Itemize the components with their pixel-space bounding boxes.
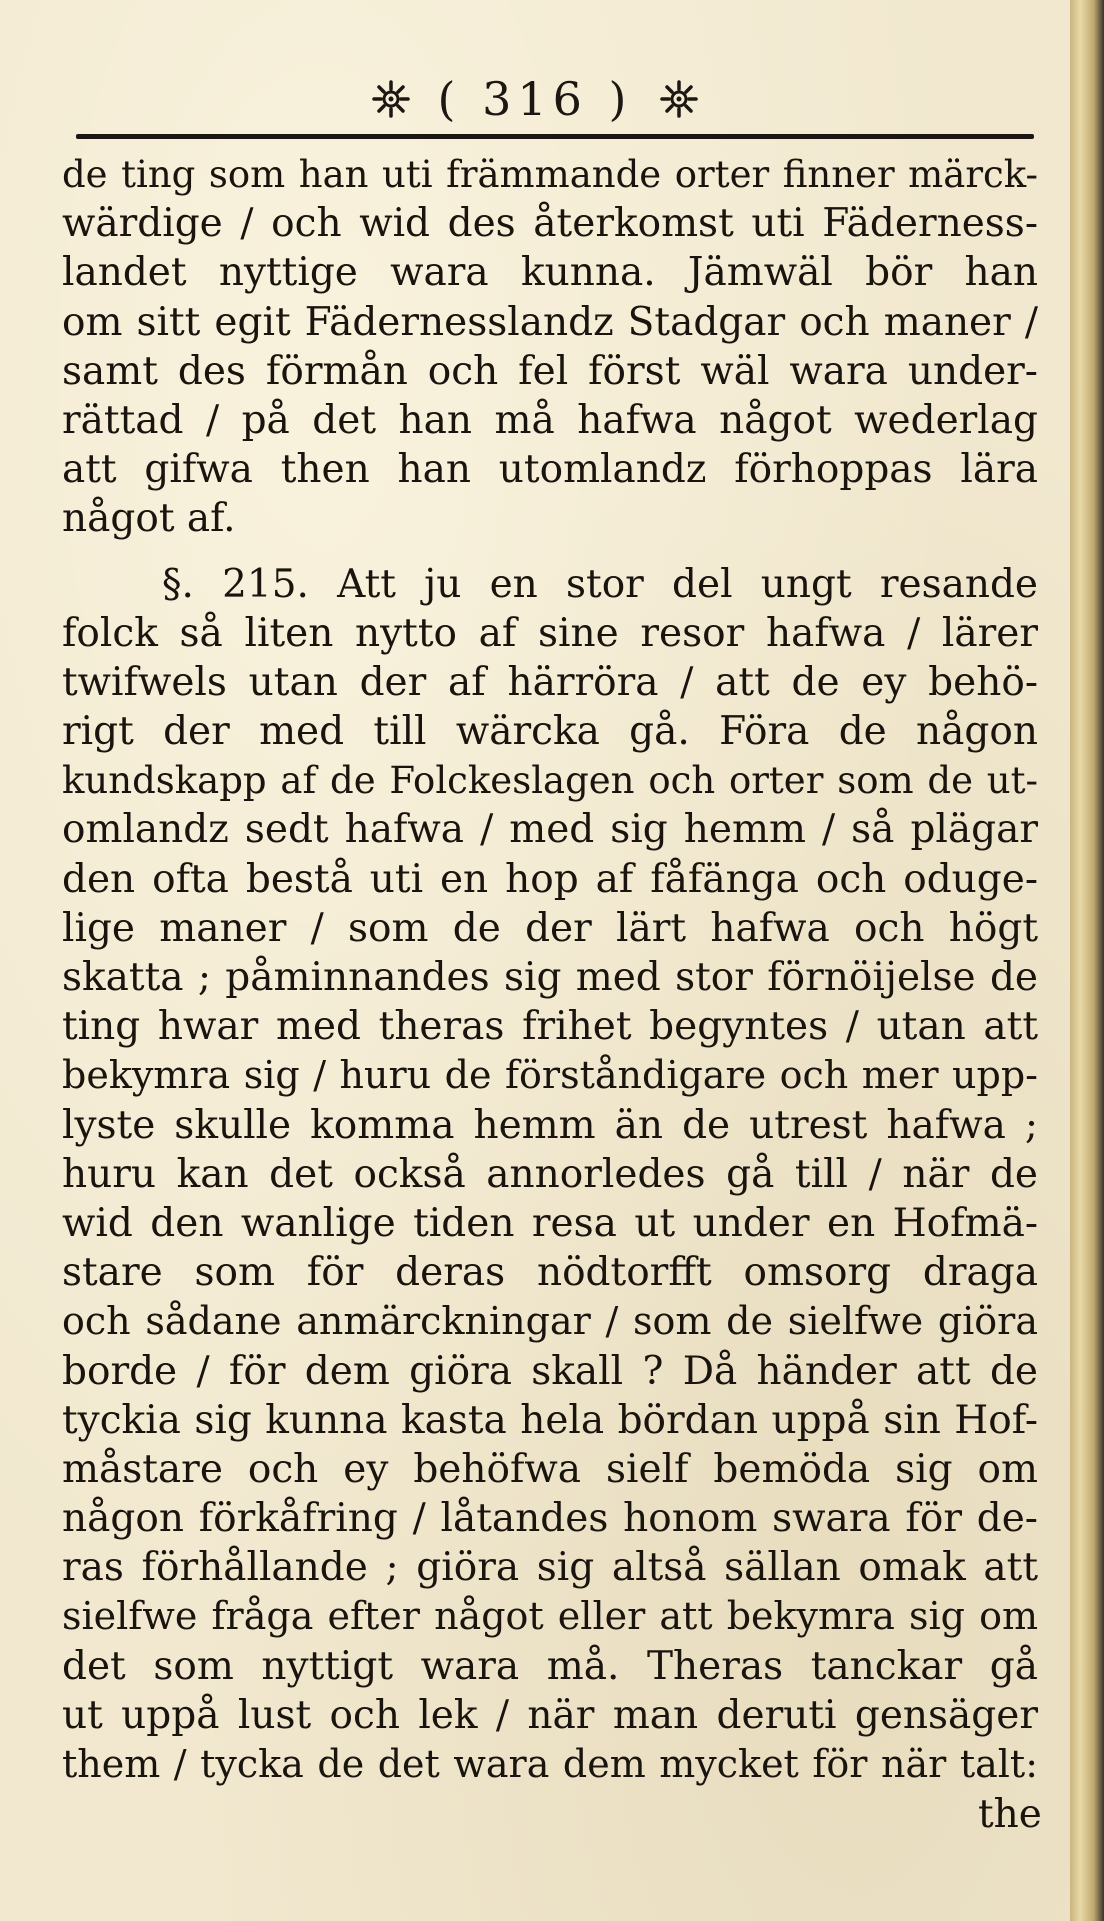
text-line: de ting som han uti främmande orter finner märck- [62, 153, 1038, 196]
section-heading-line: §. 215. Att ju en stor del ungt resande [162, 561, 1038, 607]
text-line: lige maner / som de der lärt hafwa och högt [62, 905, 1038, 951]
text-line: borde / för dem giöra skall ? Då händer att de [62, 1348, 1038, 1394]
paragraph-2 [62, 560, 1038, 1790]
paragraph-1 [62, 150, 1038, 544]
body-text [62, 150, 1038, 1789]
text-line: huru kan det också annorledes gå till / när de [62, 1151, 1038, 1197]
text-line: det som nyttigt wara må. Theras tanckar gå [62, 1643, 1038, 1689]
text-line: någon förkåfring / låtandes honom swara för de- [62, 1496, 1038, 1542]
next-page-edge [1070, 0, 1104, 1921]
text-line: sielfwe fråga efter något eller att bekymra sig om [62, 1594, 1038, 1639]
text-line: wid den wanlige tiden resa ut under en Hofmä- [62, 1200, 1038, 1246]
floral-ornament-icon [371, 79, 411, 119]
text-line: samt des förmån och fel först wäl wara under- [62, 348, 1038, 394]
catchword: the [978, 1792, 1042, 1837]
header-rule [76, 134, 1034, 139]
page-header [0, 68, 1070, 126]
text-line: lyste skulle komma hemm än de utrest hafwa ; [62, 1102, 1038, 1148]
floral-ornament-icon [659, 79, 699, 119]
text-line: rättad / på det han må hafwa något wederlag [62, 397, 1038, 443]
text-line: folck så liten nytto af sine resor hafwa / lärer [62, 610, 1038, 656]
text-line: måstare och ey behöfwa sielf bemöda sig om [62, 1446, 1038, 1492]
page-number: ( 316 ) [437, 72, 633, 126]
text-line: något af. [62, 496, 236, 542]
text-line: rigt der med till wärcka gå. Föra de någon [62, 709, 1038, 755]
text-line: them / tycka de det wara dem mycket för när talt: [62, 1742, 1038, 1786]
text-line: twifwels utan der af härröra / att de ey behö- [62, 659, 1038, 705]
text-line: kundskapp af de Folckeslagen och orter som de ut- [62, 759, 1038, 803]
text-line: att gifwa then han utomlandz förhoppas lära [62, 447, 1038, 493]
text-line: omlandz sedt hafwa / med sig hemm / så plägar [62, 807, 1038, 853]
text-line: landet nyttige wara kunna. Jämwäl bör han [62, 250, 1038, 296]
paragraph-gap [62, 544, 1038, 560]
text-line: tyckia sig kunna kasta hela bördan uppå sin Hof- [62, 1397, 1038, 1443]
text-line: wärdige / och wid des återkomst uti Fäderness- [62, 201, 1038, 247]
text-line: ut uppå lust och lek / när man deruti gensäger [62, 1692, 1038, 1738]
text-line: ras förhållande ; giöra sig altså sällan omak att [62, 1545, 1038, 1591]
text-line: bekymra sig / huru de förståndigare och mer upp- [62, 1053, 1038, 1098]
text-line: ting hwar med theras frihet begyntes / utan att [62, 1004, 1038, 1050]
text-line: och sådane anmärckningar / som de sielfwe giöra [62, 1299, 1038, 1344]
text-line: den ofta bestå uti en hop af fåfänga och oduge- [62, 856, 1038, 902]
text-line: om sitt egit Fädernesslandz Stadgar och maner / [62, 299, 1038, 345]
text-line: stare som för deras nödtorfft omsorg draga [62, 1250, 1038, 1296]
text-line: skatta ; påminnandes sig med stor förnöijelse de [62, 955, 1038, 1000]
